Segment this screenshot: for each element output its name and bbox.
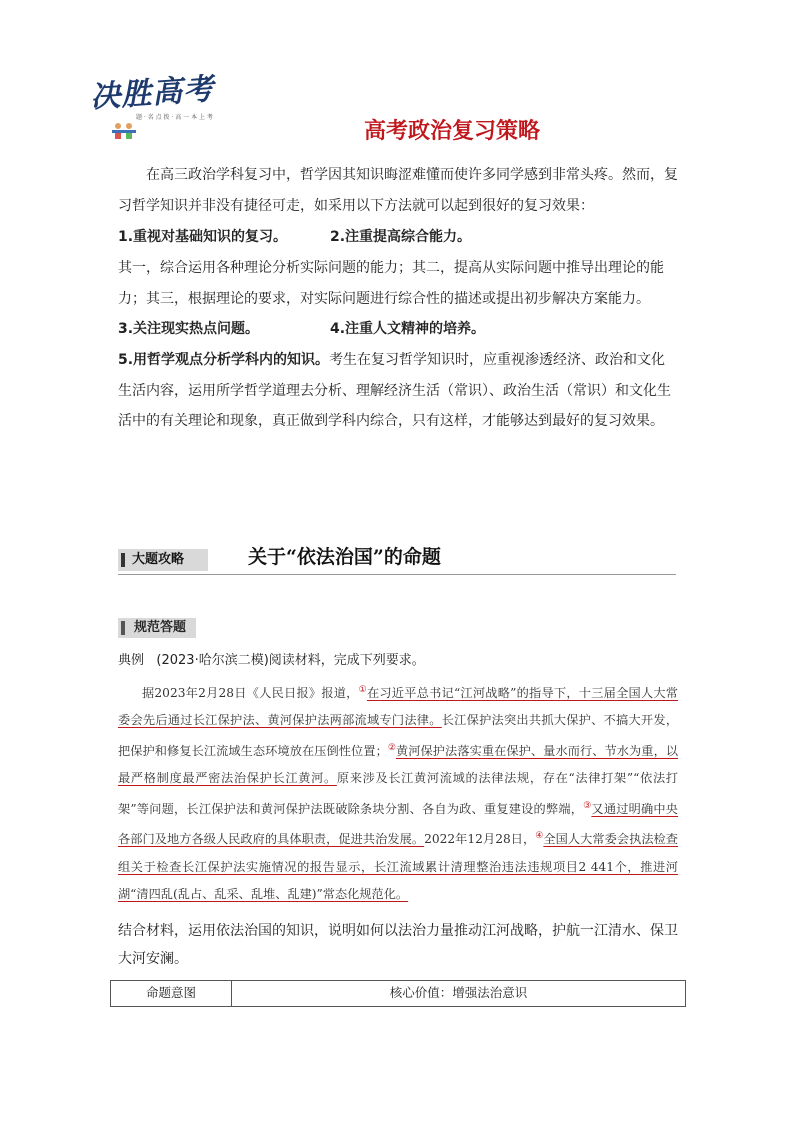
tip-5-body: 考生在复习哲学知识时，应重视渗透经济、政治和文化生活内容，运用所学哲学道理去分析、理解经济生活（常识）、政治生活（常识）和文化生活中的有关理论和现象，真正做到学科内综合，只有这样，才能够达到最好的复习效果。 (118, 352, 671, 429)
section-title: 关于“依法治国”的命题 (248, 546, 441, 568)
page-title: 高考政治复习策略 (363, 119, 540, 144)
section-tag: 大题攻略 (118, 549, 208, 571)
tip-5 (118, 345, 678, 437)
tip-1: 1.重视对基础知识的复习。 (118, 229, 288, 245)
marker-4: ④ (535, 831, 544, 842)
example-label: 典例 (118, 653, 145, 668)
material-text: 据2023年2月28日《人民日报》报道， (142, 686, 359, 701)
example-source: (2023·哈尔滨二模)阅读材料，完成下列要求。 (156, 653, 425, 668)
table-header-cell: 命题意图 (111, 981, 232, 1006)
example-heading (118, 650, 678, 672)
intent-table (110, 980, 686, 1007)
tip-5-heading: 5.用哲学观点分析学科内的知识。 (118, 352, 330, 368)
intro-paragraph: 在高三政治学科复习中，哲学因其知识晦涩难懂而使许多同学感到非常头疼。然而，复习哲学知识并非没有捷径可走，如采用以下方法就可以起到很好的复习效果： (118, 167, 678, 214)
underlined-text-3: 又通过明确中央各部门及地方各级人民政府的具体职责，促进共治发展。 (118, 801, 678, 847)
tip-2: 2.注重提高综合能力。 (330, 229, 472, 245)
section-header (118, 540, 676, 575)
subsection-tag: 规范答题 (118, 618, 196, 638)
logo-text: 决胜高考 (89, 71, 216, 116)
question-text: 结合材料，运用依法治国的知识，说明如何以法治力量推动江河战略，护航一江清水、保卫大河安澜。 (118, 923, 678, 967)
tip-3: 3.关注现实热点问题。 (118, 321, 260, 337)
underlined-text-1: 在习近平总书记“江河战略”的指导下，十三届全国人大常委会先后通过长江保护法、黄河保护法两部流域专门法律。 (118, 686, 678, 728)
table-value-cell: 核心价值：增强法治意识 (389, 985, 528, 1000)
underlined-text-2: 黄河保护法落实重在保护、量水而行、节水为重，以最严格制度最严密法治保护长江黄河。 (118, 743, 679, 786)
marker-2: ② (387, 742, 396, 753)
material-text: 原来涉及长江黄河流域的法律法规，存在“法律打架”“依法打架”等问题，长江保护法和黄河保护法既破除条块分割、各自为政、重复建设的弊端， (118, 771, 678, 816)
underlined-text-4: 全国人大常委会执法检查组关于检查长江保护法实施情况的报告显示，长江流域累计清理整治违法违规项目2 441个，推进河湖“清四乱(乱占、乱采、乱堆、乱建)”常态化规范化。 (118, 832, 678, 902)
marker-3: ③ (583, 800, 592, 811)
logo-tagline: 题 · 名 点 拨 · 高 一 本 上 考 (136, 114, 213, 121)
marker-1: ① (358, 685, 367, 695)
material-text: 长江保护法突出共抓大保护、不搞大开发，把保护和修复长江流域生态环境放在压倒性位置； (118, 713, 679, 758)
tip-4: 4.注重人文精神的培养。 (330, 321, 486, 337)
tips-row-1 (118, 222, 678, 252)
tips-row-2 (118, 314, 678, 344)
material-paragraph (118, 677, 678, 909)
material-text: 2022年12月28日， (424, 832, 536, 847)
tip-2-detail: 其一，综合运用各种理论分析实际问题的能力；其二，提高从实际问题中推导出理论的能力；其三，根据理论的要求，对实际问题进行综合性的描述或提出初步解决方案能力。 (118, 260, 664, 307)
